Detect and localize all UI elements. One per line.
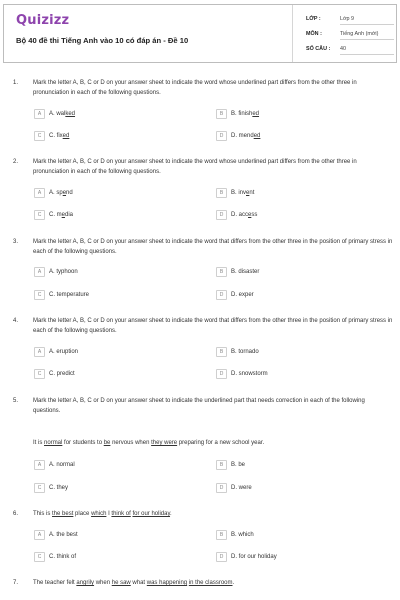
option-c[interactable] <box>34 289 89 301</box>
option-b[interactable] <box>216 187 254 199</box>
meta-question-count <box>306 46 394 59</box>
option-letter-box: B <box>216 109 227 119</box>
option-c[interactable] <box>34 551 76 563</box>
question-prompt: Mark the letter A, B, C or D on your answer sheet to indicate the word that differs from the other three in the position of primary stress in each of the following questions. <box>33 239 393 255</box>
header-divider <box>292 5 293 62</box>
option-letter-box: C <box>34 131 45 141</box>
option-letter-box: A <box>34 109 45 119</box>
option-letter-box: B <box>216 530 227 540</box>
meta-label: LỚP : <box>306 16 321 22</box>
option-text: B. be <box>231 462 246 468</box>
option-text: A. walked <box>49 111 76 117</box>
option-text: D. were <box>231 485 252 491</box>
question-number: 3. <box>13 239 19 245</box>
option-text: D. mended <box>231 133 261 139</box>
question-number: 7. <box>13 580 19 586</box>
option-a[interactable] <box>34 266 78 278</box>
option-letter-box: B <box>216 188 227 198</box>
option-text: A. eruption <box>49 349 79 355</box>
option-text: C. think of <box>49 554 77 560</box>
option-a[interactable] <box>34 459 75 471</box>
meta-value: Tiếng Anh (mới) <box>340 31 394 40</box>
option-text: A. typhoon <box>49 269 78 275</box>
question-prompt: Mark the letter A, B, C or D on your answer sheet to indicate the word whose underlined part differs from the other three in pronunciation in each of the following questions. <box>33 80 357 96</box>
option-text: C. fixed <box>49 133 70 139</box>
option-c[interactable] <box>34 482 68 494</box>
option-d[interactable] <box>216 289 254 301</box>
option-a[interactable] <box>34 108 75 120</box>
option-b[interactable] <box>216 108 259 120</box>
option-d[interactable] <box>216 130 260 142</box>
meta-label: SỐ CÂU : <box>306 46 331 52</box>
option-letter-box: C <box>34 369 45 379</box>
option-letter-box: A <box>34 267 45 277</box>
option-text: C. media <box>49 212 74 218</box>
option-text: D. for our holiday <box>231 554 277 560</box>
question-number: 1. <box>13 80 19 86</box>
question-prompt: Mark the letter A, B, C or D on your answer sheet to indicate the word whose underlined part differs from the other three in pronunciation in each of the following questions. <box>33 159 357 175</box>
meta-grade <box>306 16 394 29</box>
option-letter-box: D <box>216 210 227 220</box>
option-letter-box: C <box>34 290 45 300</box>
option-b[interactable] <box>216 529 254 541</box>
option-text: C. they <box>49 485 69 491</box>
option-text: C. temperature <box>49 292 90 298</box>
question-number: 6. <box>13 511 19 517</box>
question-sentence: It is normal for students to be nervous when they were preparing for a new school year. <box>33 440 265 446</box>
option-letter-box: A <box>34 460 45 470</box>
option-text: B. disaster <box>231 269 260 275</box>
option-letter-box: A <box>34 188 45 198</box>
worksheet-title: Bộ 40 đề thi Tiếng Anh vào 10 có đáp án - Đề 10 <box>16 36 189 45</box>
option-text: A. the best <box>49 532 78 538</box>
option-text: D. exper <box>231 292 254 298</box>
meta-value: 40 <box>340 46 394 55</box>
option-c[interactable] <box>34 130 69 142</box>
option-letter-box: C <box>34 552 45 562</box>
question-number: 2. <box>13 159 19 165</box>
option-letter-box: D <box>216 483 227 493</box>
option-text: D. access <box>231 212 258 218</box>
quizizz-logo: Quizizz <box>16 13 70 28</box>
option-letter-box: D <box>216 369 227 379</box>
option-b[interactable] <box>216 459 245 471</box>
option-letter-box: D <box>216 131 227 141</box>
option-letter-box: D <box>216 552 227 562</box>
option-text: D. snowstorm <box>231 371 268 377</box>
option-letter-box: B <box>216 267 227 277</box>
option-letter-box: B <box>216 460 227 470</box>
option-d[interactable] <box>216 551 277 563</box>
option-text: B. finished <box>231 111 260 117</box>
option-a[interactable] <box>34 346 78 358</box>
option-text: C. predict <box>49 371 75 377</box>
question-number: 4. <box>13 318 19 324</box>
question-sentence: This is the best place which I think of for our holiday. <box>33 511 172 517</box>
option-c[interactable] <box>34 209 73 221</box>
option-letter-box: A <box>34 347 45 357</box>
option-a[interactable] <box>34 529 78 541</box>
option-text: B. invent <box>231 190 255 196</box>
option-b[interactable] <box>216 346 259 358</box>
question-sentence: The teacher felt angrily when he saw what was happening in the classroom. <box>33 580 235 586</box>
option-d[interactable] <box>216 209 257 221</box>
question-number: 5. <box>13 398 19 404</box>
question-prompt: Mark the letter A, B, C or D on your answer sheet to indicate the underlined part that needs correction in each of the following questions. <box>33 398 365 414</box>
option-text: A. normal <box>49 462 75 468</box>
option-letter-box: C <box>34 210 45 220</box>
worksheet-header <box>3 4 397 63</box>
option-text: A. spend <box>49 190 73 196</box>
option-letter-box: C <box>34 483 45 493</box>
option-d[interactable] <box>216 368 268 380</box>
option-letter-box: A <box>34 530 45 540</box>
option-letter-box: B <box>216 347 227 357</box>
option-text: B. tornado <box>231 349 259 355</box>
meta-label: MÔN : <box>306 31 322 37</box>
option-a[interactable] <box>34 187 73 199</box>
question-prompt: Mark the letter A, B, C or D on your answer sheet to indicate the word that differs from the other three in the position of primary stress in each of the following questions. <box>33 318 393 334</box>
meta-value: Lớp 9 <box>340 16 394 25</box>
option-b[interactable] <box>216 266 259 278</box>
option-c[interactable] <box>34 368 75 380</box>
option-text: B. which <box>231 532 254 538</box>
meta-subject <box>306 31 394 44</box>
option-d[interactable] <box>216 482 252 494</box>
option-letter-box: D <box>216 290 227 300</box>
